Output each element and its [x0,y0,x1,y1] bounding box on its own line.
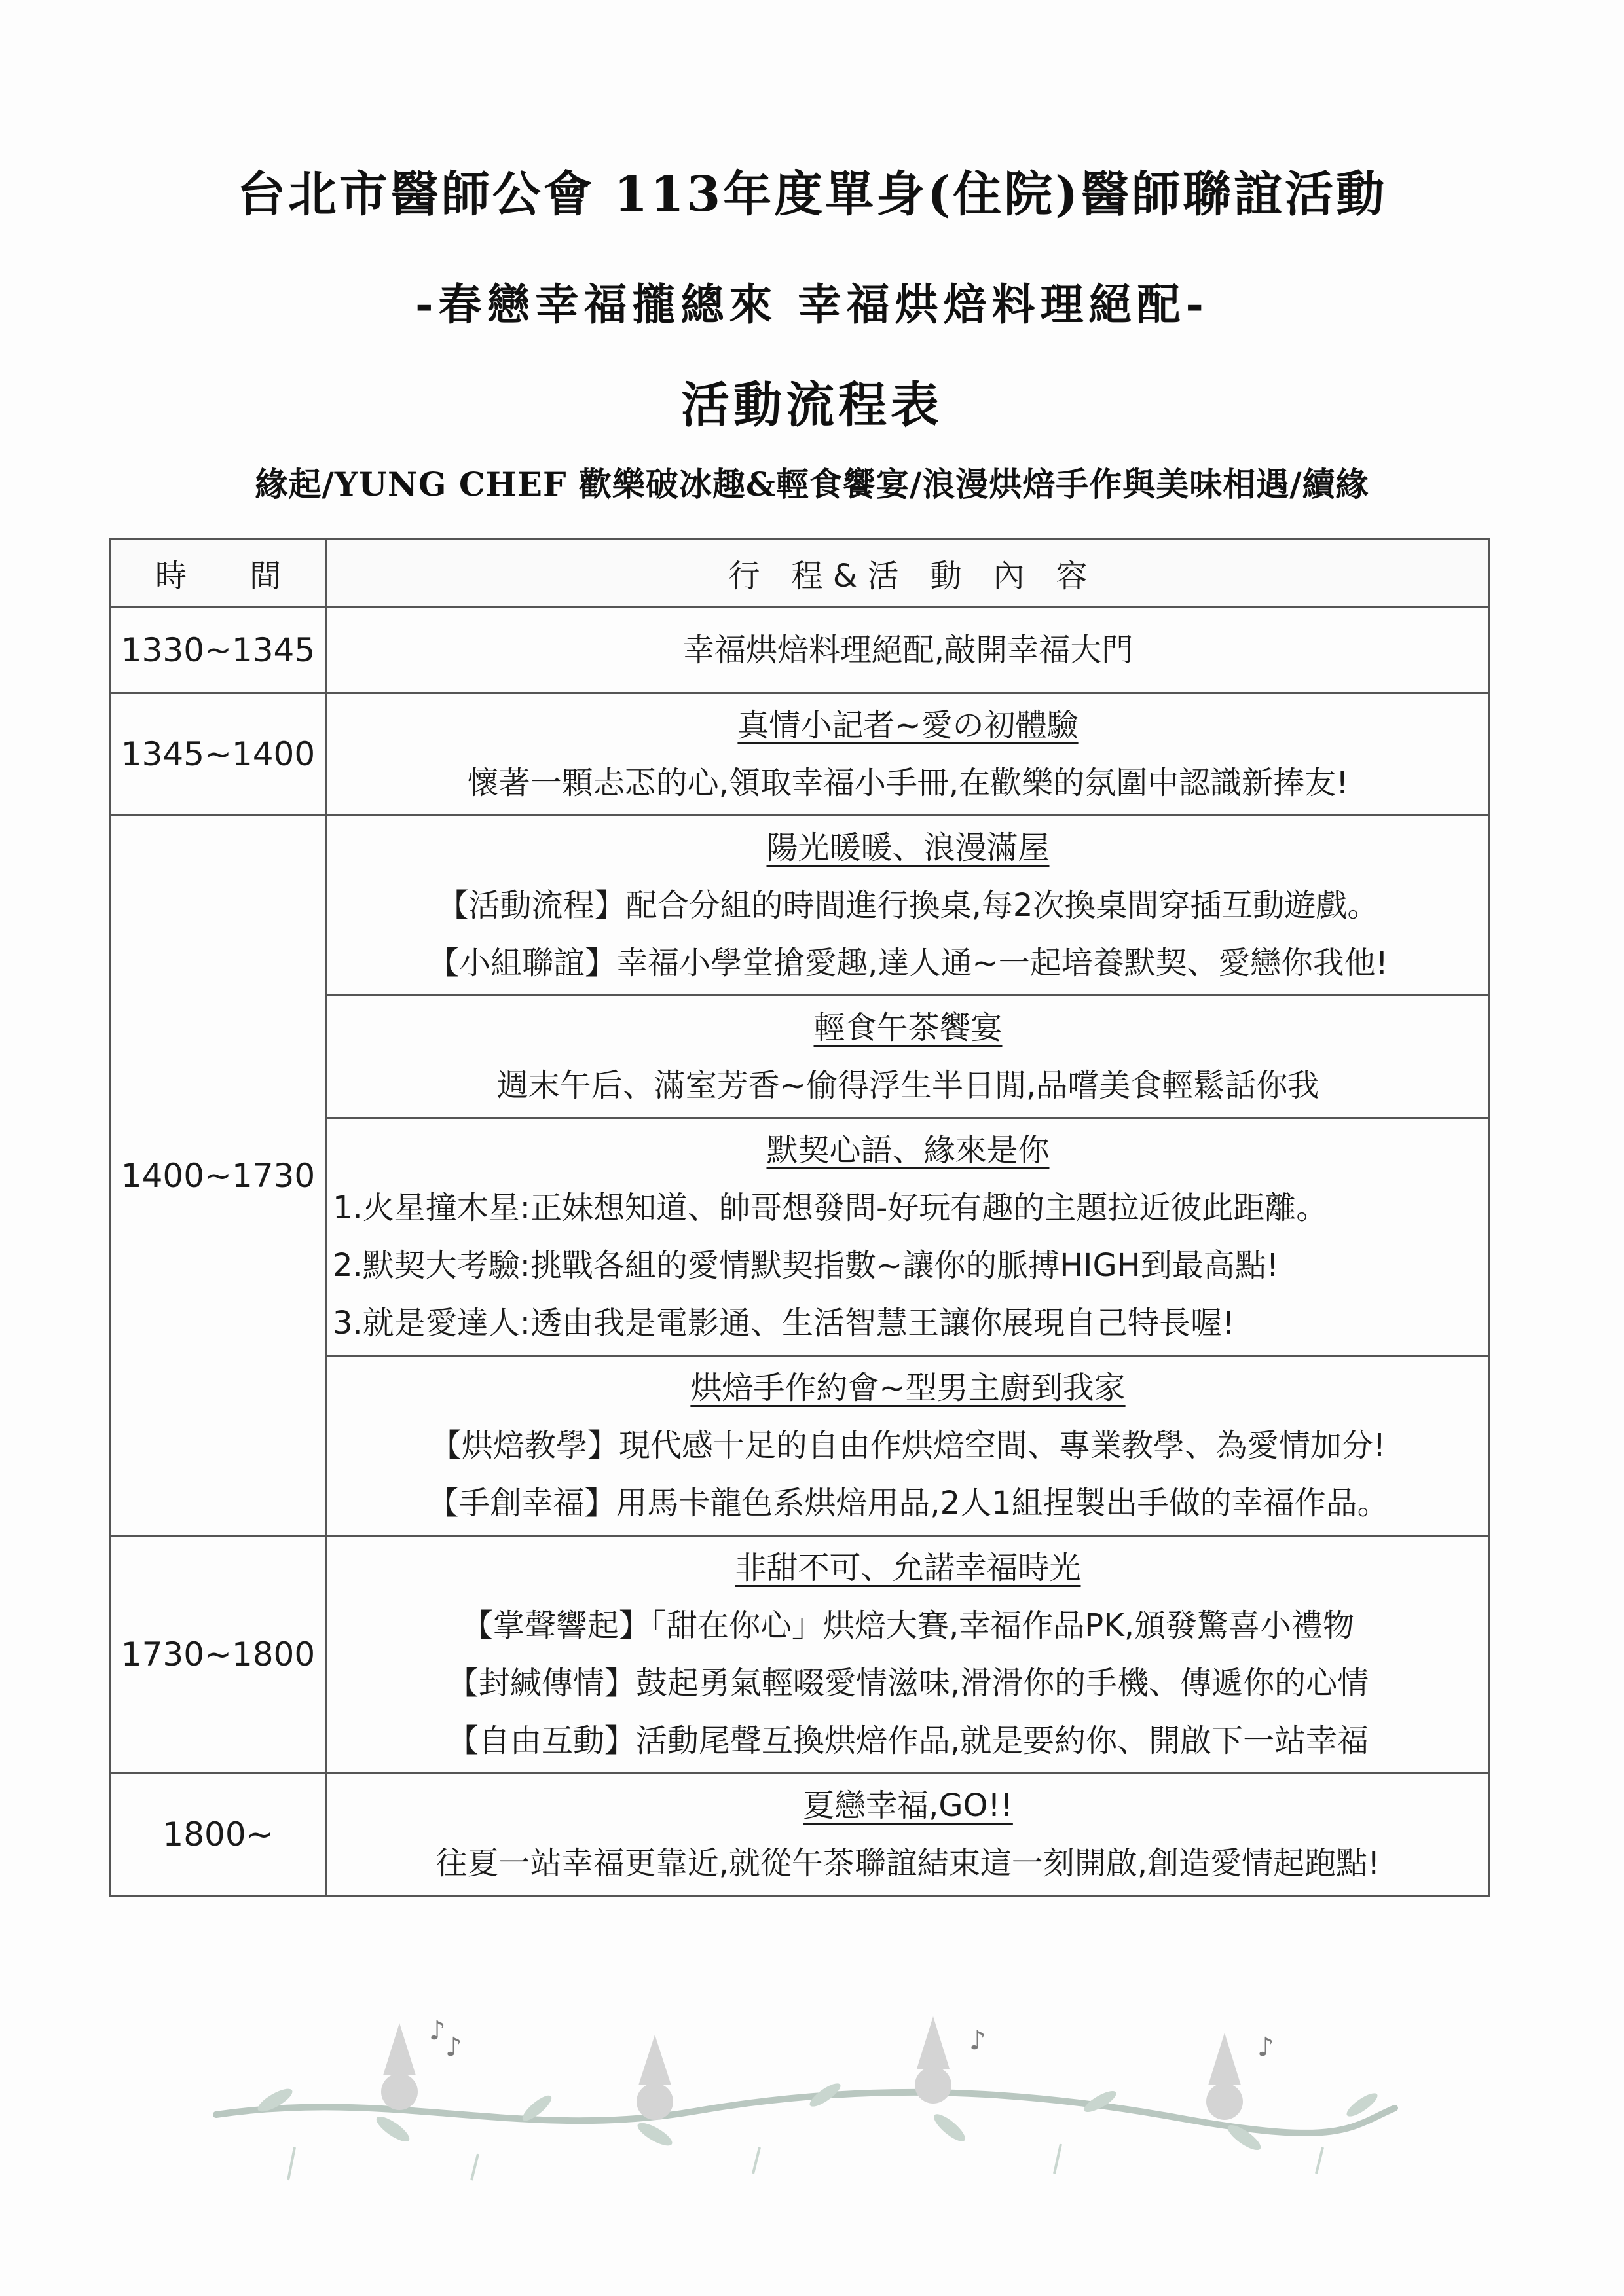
content-cell [327,996,1490,1118]
svg-text:♪: ♪ [429,2016,446,2046]
content-line: 懷著一顆忐忑的心,領取幸福小手冊,在歡樂的氛圍中認識新捧友! [467,765,1349,801]
event-theme-line: 緣起/YUNG CHEF 歡樂破冰趣&輕食饗宴/浪漫烘焙手作與美味相遇/續緣 [255,465,1369,503]
svg-text:♪: ♪ [969,2026,986,2056]
content-line: 【掌聲響起】「甜在你心」烘焙大賽,幸福作品PK,頒發驚喜小禮物 [462,1607,1354,1644]
content-cell [327,1356,1490,1536]
event-subtitle: -春戀幸福攏總來 幸福烘焙料理絕配- [415,279,1209,330]
activity-heading: 真情小記者~愛の初體驗 [737,707,1079,744]
schedule-heading: 活動流程表 [681,377,943,433]
header-content: 行 程 & 活 動 內 容 [327,539,1490,607]
activity-heading: 輕食午茶饗宴 [813,1010,1003,1046]
content-line: 幸福烘焙料理絕配,敲開幸福大門 [682,631,1134,668]
content-line: 【烘焙教學】現代感十足的自由作烘焙空間、專業教學、為愛情加分! [430,1427,1386,1464]
table-header-row [110,539,1490,607]
content-line: 【小組聯誼】幸福小學堂搶愛趣,達人通~一起培養默契、愛戀你我他! [428,945,1388,981]
content-line: 週末午后、滿室芳香~偷得浮生半日閒,品嚐美食輕鬆話你我 [496,1067,1320,1104]
document-title: 台北市醫師公會 113年度單身(住院)醫師聯誼活動 [236,166,1388,223]
content-line: 【手創幸福】用馬卡龍色系烘焙用品,2人1組捏製出手做的幸福作品。 [427,1485,1389,1522]
table-row [110,607,1490,693]
header-time: 時 間 [110,539,327,607]
content-cell [327,1118,1490,1356]
content-line: 往夏一站幸福更靠近,就從午茶聯誼結束這一刻開啟,創造愛情起跑點! [435,1845,1380,1882]
table-row [110,693,1490,816]
time-cell: 1730~1800 [110,1536,327,1774]
content-cell [327,1774,1490,1896]
time-cell: 1800~ [110,1774,327,1896]
time-cell: 1330~1345 [110,607,327,693]
vine-with-elves-and-music-notes-illustration [196,1977,1414,2193]
svg-text:♪: ♪ [445,2032,462,2062]
content-cell [327,607,1490,693]
table-row [110,1774,1490,1896]
content-cell [327,816,1490,996]
content-line: 1.火星撞木星:正妹想知道、帥哥想發問-好玩有趣的主題拉近彼此距離。 [333,1190,1328,1226]
activity-heading: 夏戀幸福,GO!! [803,1787,1013,1824]
svg-text:♪: ♪ [1257,2032,1274,2062]
content-line: 2.默契大考驗:挑戰各組的愛情默契指數~讓你的脈搏HIGH到最高點! [333,1247,1279,1284]
content-line: 3.就是愛達人:透由我是電影通、生活智慧王讓你展現自己特長喔! [333,1305,1235,1341]
activity-heading: 非甜不可、允諾幸福時光 [735,1550,1081,1586]
time-cell: 1400~1730 [110,816,327,1536]
activity-heading: 默契心語、緣來是你 [766,1132,1050,1169]
content-cell [327,1536,1490,1774]
content-line: 【活動流程】配合分組的時間進行換桌,每2次換桌間穿插互動遊戲。 [437,887,1379,924]
table-row [110,1536,1490,1774]
activity-heading: 烘焙手作約會~型男主廚到我家 [690,1370,1126,1406]
content-line: 【自由互動】活動尾聲互換烘焙作品,就是要約你、開啟下一站幸福 [447,1722,1369,1759]
schedule-table [109,538,1490,1897]
activity-heading: 陽光暖暖、浪漫滿屋 [766,829,1050,866]
table-row [110,816,1490,996]
content-line: 【封緘傳情】鼓起勇氣輕啜愛情滋味,滑滑你的手機、傳遞你的心情 [447,1665,1369,1702]
time-cell: 1345~1400 [110,693,327,816]
content-cell [327,693,1490,816]
